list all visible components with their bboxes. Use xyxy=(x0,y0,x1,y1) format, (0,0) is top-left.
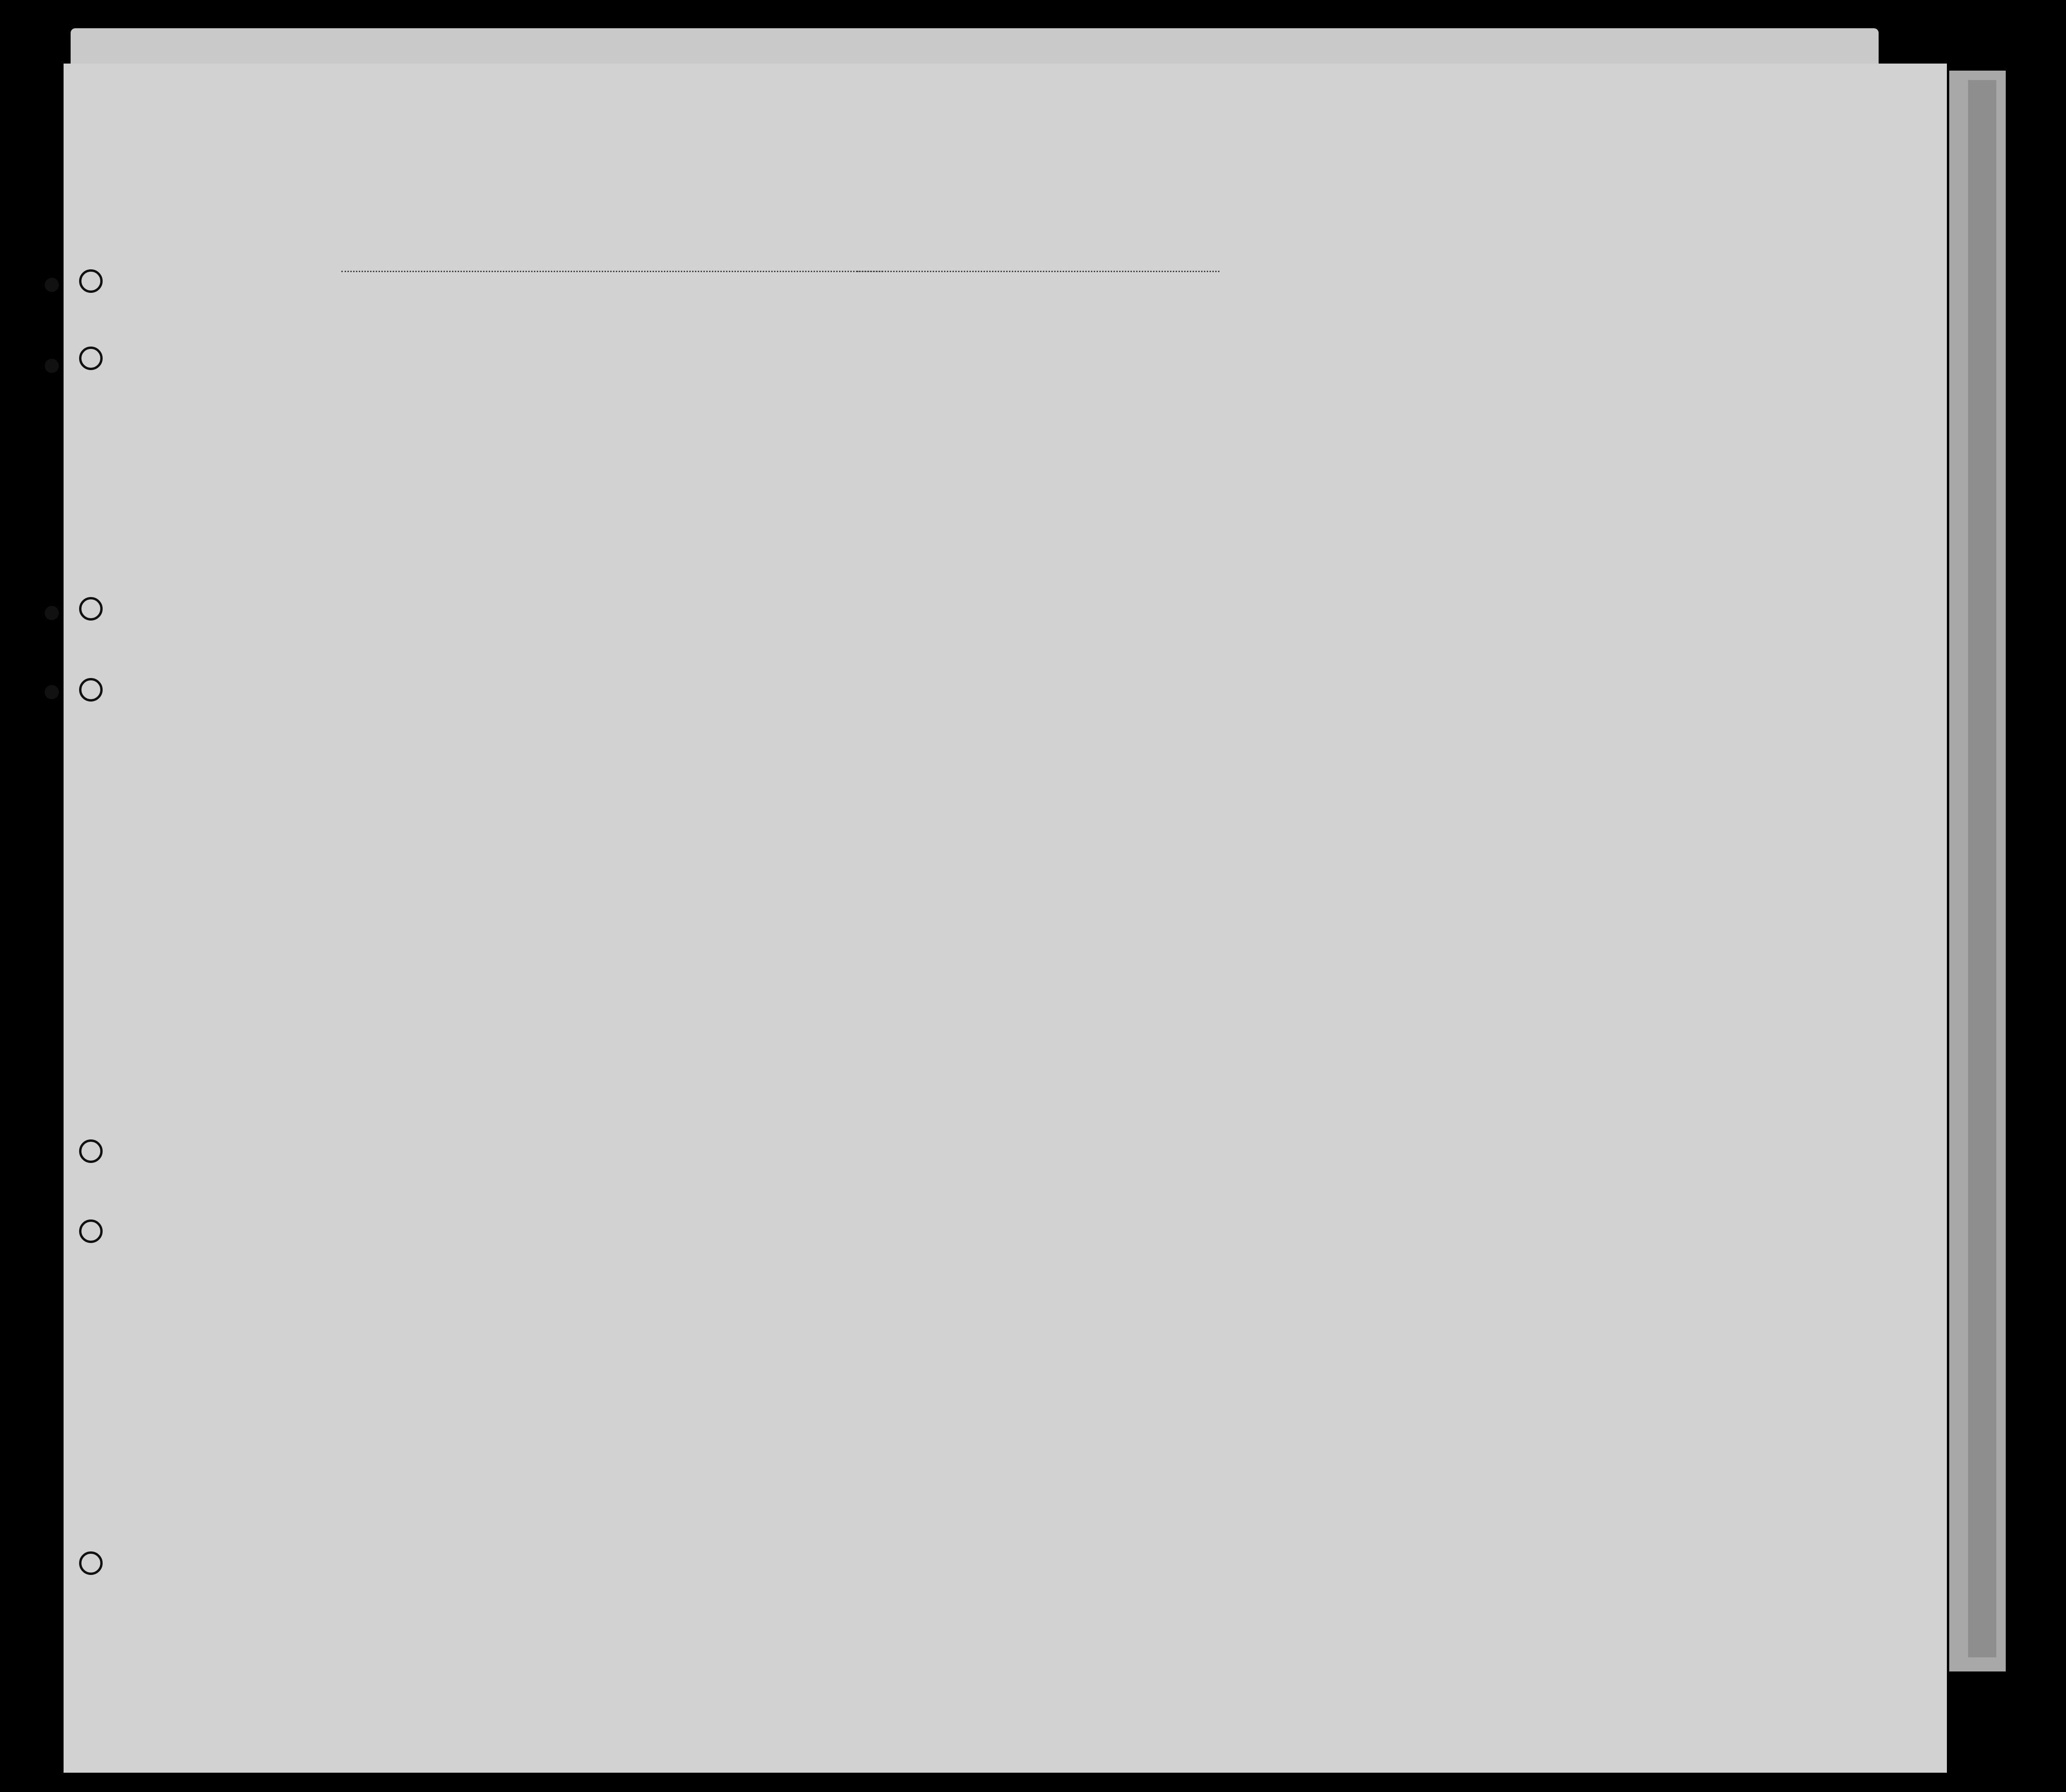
binder-hole xyxy=(79,678,103,702)
page-edge-stack-inner xyxy=(1968,80,1996,1657)
manifest-sheet xyxy=(64,64,1947,1773)
header-anarchist xyxy=(1325,370,1344,511)
binder-hole xyxy=(79,597,103,621)
binder-hole xyxy=(79,1219,103,1243)
header-purpose-citizen xyxy=(1227,360,1255,511)
form-grid xyxy=(64,64,1947,1773)
header-q31 xyxy=(1503,360,1525,511)
punch-mark xyxy=(45,359,59,373)
punch-mark xyxy=(45,606,59,620)
header-q29 xyxy=(1431,351,1474,511)
binder-hole xyxy=(79,1139,103,1163)
header-q28 xyxy=(1354,351,1424,511)
header-possession-50 xyxy=(694,355,713,511)
header-purpose-length xyxy=(1198,360,1222,511)
header-feet xyxy=(1662,450,1676,506)
binder-hole xyxy=(79,347,103,370)
header-q30 xyxy=(1477,360,1499,511)
header-purpose-return xyxy=(1165,360,1194,511)
header-ticket xyxy=(572,365,591,511)
binder-hole xyxy=(79,269,103,293)
header-polygamist xyxy=(1296,370,1315,511)
punch-mark xyxy=(45,685,59,699)
header-prison xyxy=(1264,360,1292,511)
binder-hole xyxy=(79,1551,103,1575)
punch-mark xyxy=(45,278,59,292)
header-inches xyxy=(1686,450,1700,506)
